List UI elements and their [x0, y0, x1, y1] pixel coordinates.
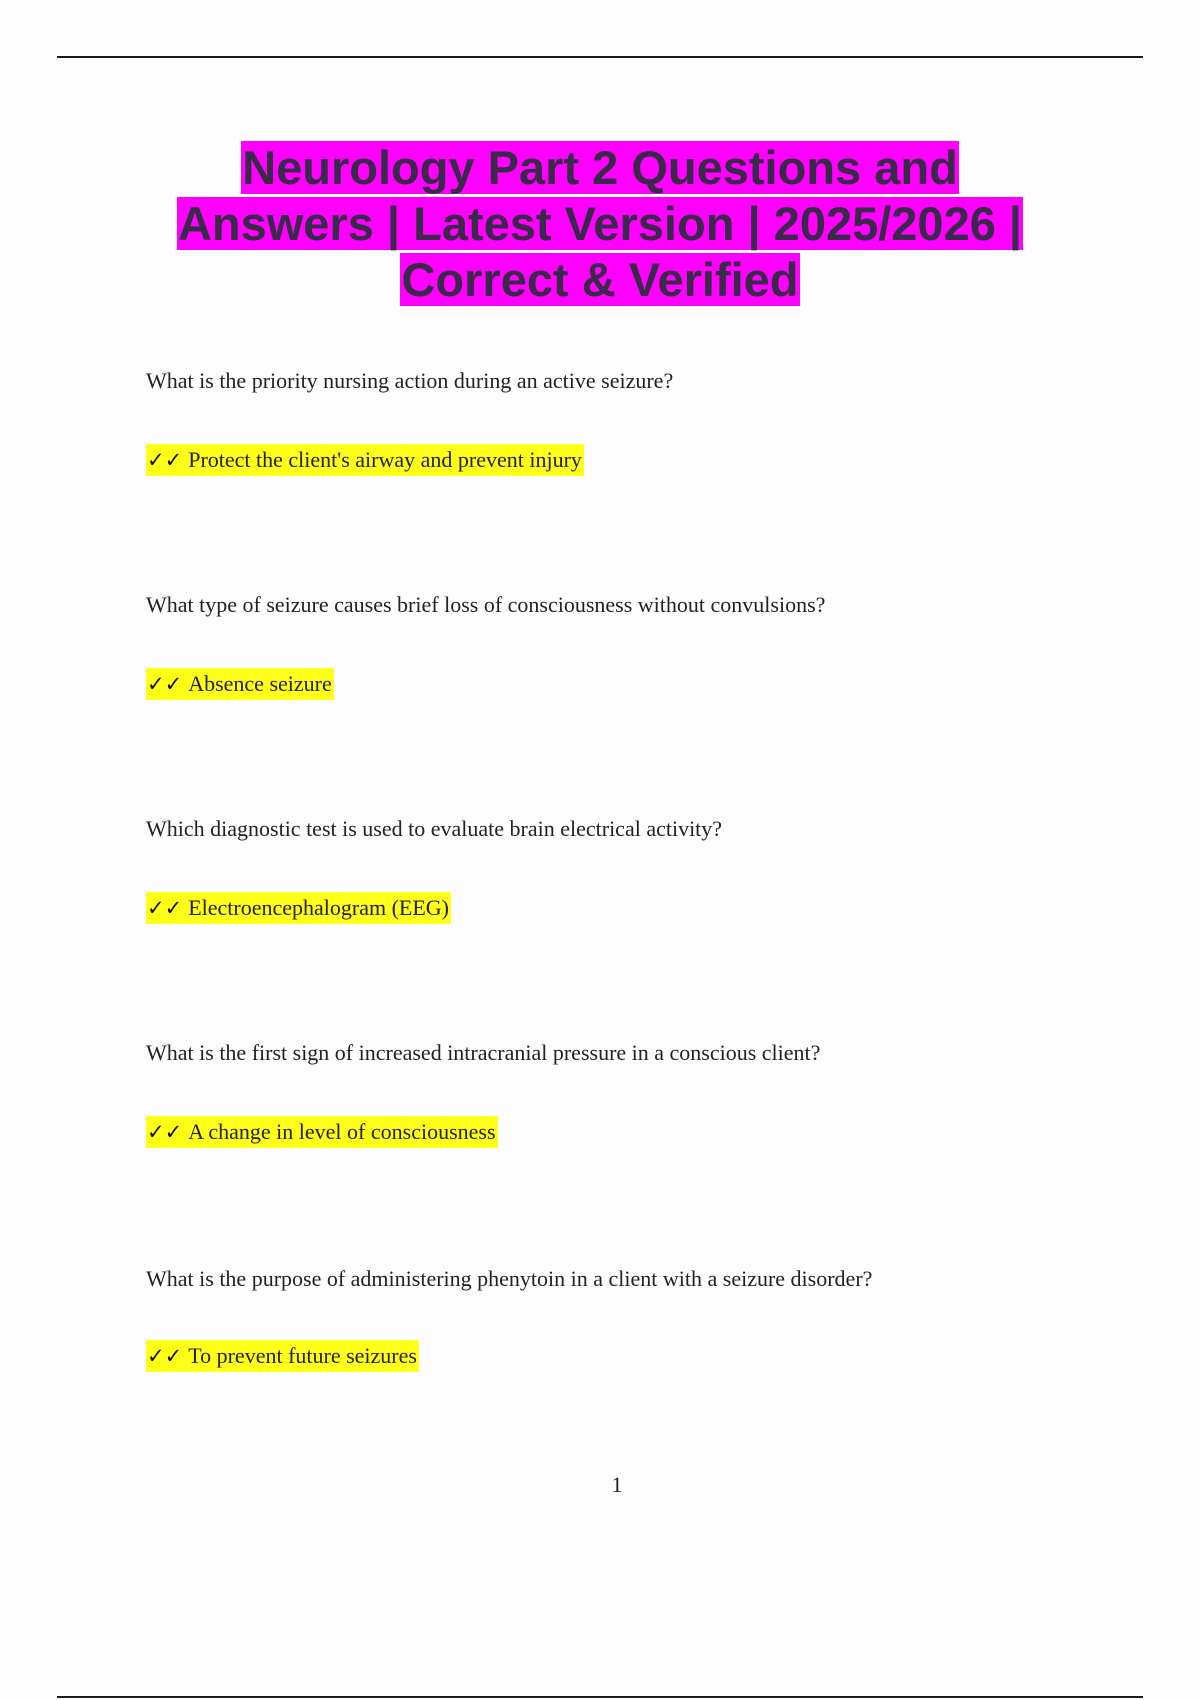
qa-item-3 [146, 816, 1106, 924]
double-check-icon: ✓✓ [147, 448, 183, 472]
document-title [100, 140, 1100, 308]
page-number: 1 [611, 1472, 623, 1497]
question-text: What is the priority nursing action during an active seizure? [146, 368, 674, 393]
title-line-2: Answers | Latest Version | 2025/2026 | [177, 197, 1023, 250]
answer-label: Electroencephalogram (EEG) [188, 895, 450, 920]
title-line-1: Neurology Part 2 Questions and [242, 141, 958, 194]
qa-item-5 [146, 1266, 1106, 1372]
bottom-rule [57, 1696, 1143, 1698]
double-check-icon: ✓✓ [147, 896, 183, 920]
qa-item-2 [146, 592, 1106, 700]
question-text: What type of seizure causes brief loss of consciousness without convulsions? [146, 592, 826, 617]
qa-item-1 [146, 368, 1106, 476]
answer-text [146, 1116, 498, 1148]
title-line-3: Correct & Verified [401, 253, 799, 306]
answer-text [146, 668, 334, 700]
qa-item-4 [146, 1040, 1106, 1148]
answer-label: To prevent future seizures [188, 1343, 417, 1368]
question-text: Which diagnostic test is used to evaluate brain electrical activity? [146, 816, 723, 841]
question-text: What is the purpose of administering phenytoin in a client with a seizure disorder? [146, 1266, 873, 1291]
double-check-icon: ✓✓ [147, 1344, 183, 1368]
answer-text [146, 1340, 419, 1372]
answer-label: Absence seizure [188, 671, 332, 696]
answer-label: Protect the client's airway and prevent injury [188, 447, 582, 472]
double-check-icon: ✓✓ [147, 1120, 183, 1144]
top-rule [57, 56, 1143, 58]
question-text: What is the first sign of increased intracranial pressure in a conscious client? [146, 1040, 821, 1065]
answer-label: A change in level of consciousness [188, 1119, 496, 1144]
answer-text [146, 892, 451, 924]
answer-text [146, 444, 584, 476]
double-check-icon: ✓✓ [147, 672, 183, 696]
